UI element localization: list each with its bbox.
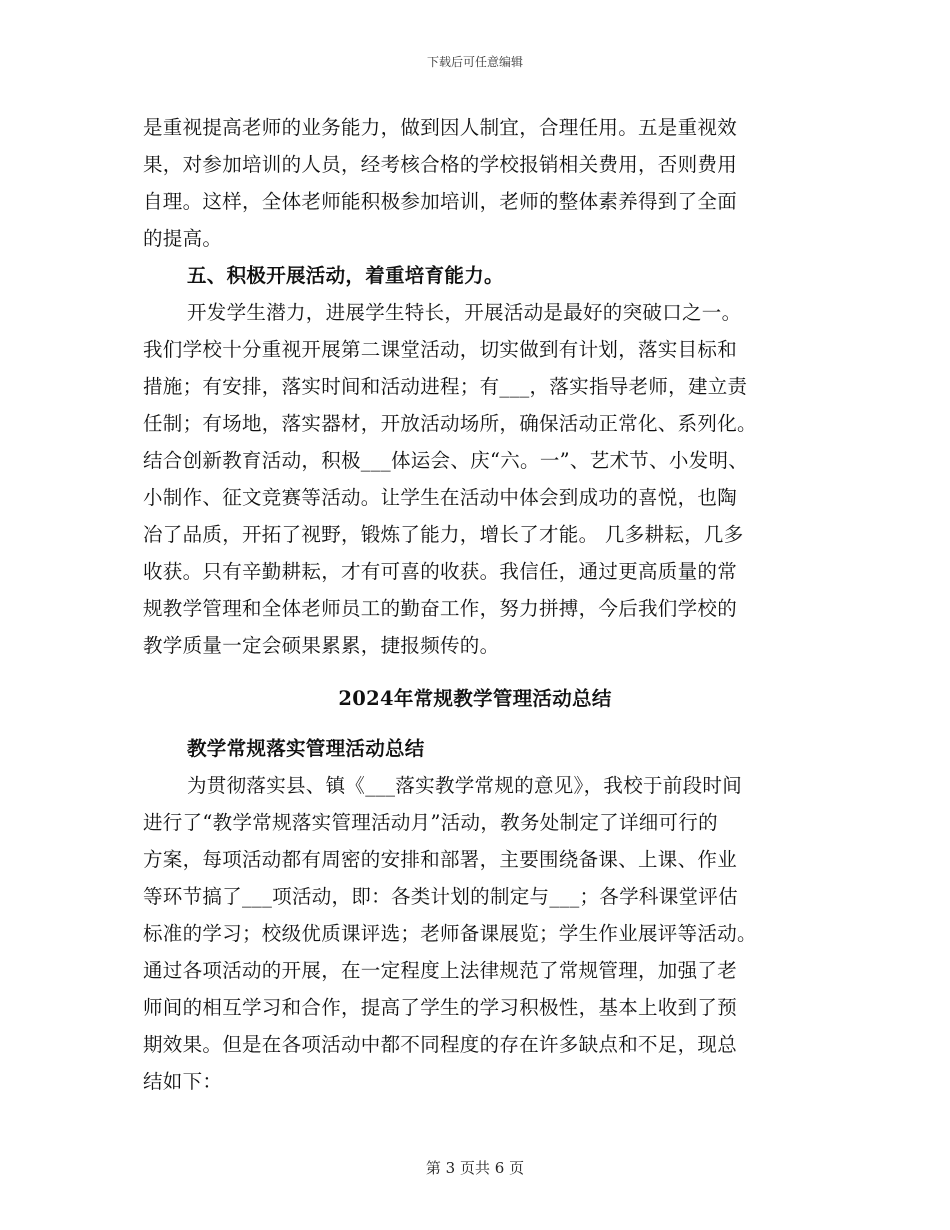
body-line: 期效果。但是在各项活动中都不同程度的存在许多缺点和不足，现总 — [143, 1033, 738, 1056]
body-line: 小制作、征文竞赛等活动。让学生在活动中体会到成功的喜悦，也陶 — [143, 486, 738, 509]
body-line: 为贯彻落实县、镇《___落实教学常规的意见》，我校于前段时间 — [187, 774, 743, 797]
page-header: 下载后可任意编辑 — [426, 55, 523, 69]
body-line: 自理。这样，全体老师能积极参加培训，老师的整体素养得到了全面 — [143, 190, 738, 213]
page-footer: 第 3 页共 6 页 — [425, 1159, 525, 1177]
body-line: 结合创新教育活动，积极___体运会、庆“六。一”、艺术节、小发明、 — [143, 449, 749, 472]
body-line: 结如下： — [143, 1070, 223, 1093]
document-title: 2024年常规教学管理活动总结 — [338, 687, 612, 710]
body-line: 开发学生潜力，进展学生特长，开展活动是最好的突破口之一。 — [187, 301, 742, 324]
body-line: 进行了“教学常规落实管理活动月”活动，教务处制定了详细可行的 — [143, 811, 718, 834]
body-line: 是重视提高老师的业务能力，做到因人制宜，合理任用。五是重视效 — [143, 116, 738, 139]
body-line: 等环节搞了___项活动，即：各类计划的制定与___；各学科课堂评估 — [143, 885, 738, 908]
body-line: 规教学管理和全体老师员工的勤奋工作，努力拼搏，今后我们学校的 — [143, 597, 738, 620]
body-line: 方案，每项活动都有周密的安排和部署，主要围绕备课、上课、作业 — [143, 848, 738, 871]
subtitle: 教学常规落实管理活动总结 — [187, 737, 425, 760]
body-line: 我们学校十分重视开展第二课堂活动，切实做到有计划，落实目标和 — [143, 338, 738, 361]
body-line: 的提高。 — [143, 227, 223, 250]
body-line: 教学质量一定会硕果累累，捷报频传的。 — [143, 634, 500, 657]
section-heading: 五、积极开展活动，着重培育能力。 — [187, 264, 504, 287]
body-line: 标准的学习；校级优质课评选；老师备课展览；学生作业展评等活动。 — [143, 922, 757, 945]
body-line: 冶了品质，开拓了视野，锻炼了能力，增长了才能。 几多耕耘，几多 — [143, 523, 744, 546]
body-line: 果，对参加培训的人员，经考核合格的学校报销相关费用，否则费用 — [143, 153, 738, 176]
body-line: 通过各项活动的开展，在一定程度上法律规范了常规管理，加强了老 — [143, 959, 738, 982]
body-line: 师间的相互学习和合作，提高了学生的学习积极性，基本上收到了预 — [143, 996, 738, 1019]
body-line: 任制；有场地，落实器材，开放活动场所，确保活动正常化、系列化。 — [143, 412, 757, 435]
body-line: 措施；有安排，落实时间和活动进程；有___，落实指导老师，建立责 — [143, 375, 748, 398]
body-line: 收获。只有辛勤耕耘，才有可喜的收获。我信任，通过更高质量的常 — [143, 560, 738, 583]
